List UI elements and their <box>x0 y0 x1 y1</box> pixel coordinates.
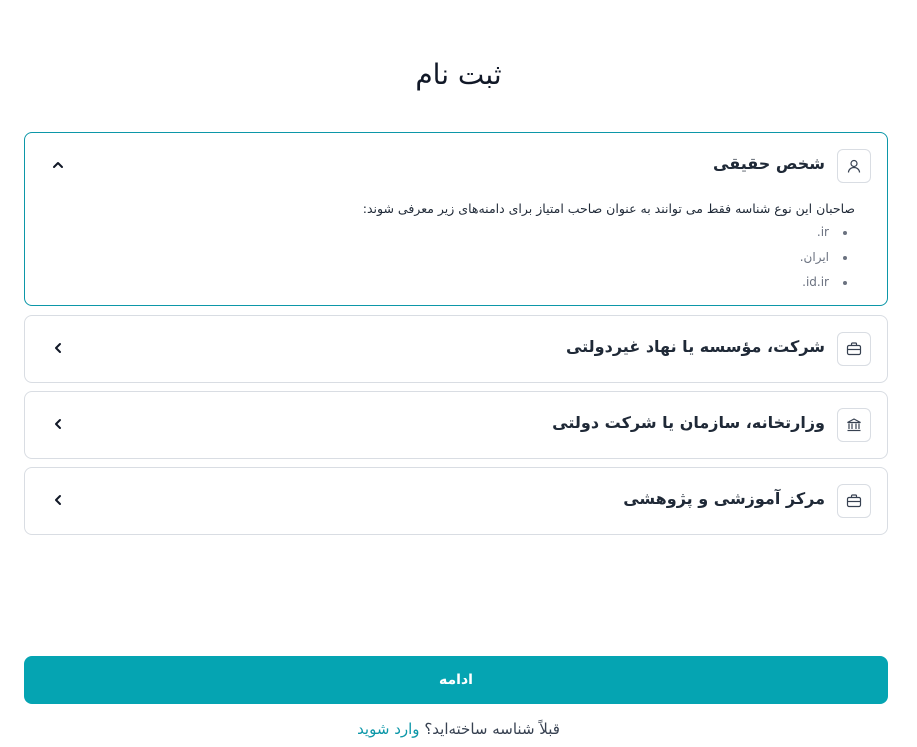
continue-button[interactable]: ادامه <box>24 656 888 704</box>
user-icon <box>837 149 871 183</box>
option-header[interactable] <box>25 392 887 458</box>
option-header[interactable] <box>25 316 887 382</box>
option-description: صاحبان این نوع شناسه فقط می توانند به عنوان صاحب امتیاز برای دامنه‌های زیر معرفی شوند: <box>362 201 855 216</box>
briefcase-icon <box>837 332 871 366</box>
option-card-natural-person[interactable] <box>24 132 888 306</box>
domain-list <box>295 220 855 295</box>
option-title: وزارتخانه، سازمان یا شرکت دولتی <box>552 413 825 432</box>
option-header[interactable] <box>25 468 887 534</box>
login-link[interactable]: وارد شوید <box>357 720 420 738</box>
login-question: قبلاً شناسه ساخته‌اید؟ <box>424 720 560 738</box>
domain-list-item: .ایران <box>295 245 829 270</box>
option-description-panel <box>295 201 855 295</box>
page-title: ثبت نام <box>415 58 502 91</box>
option-header[interactable] <box>25 133 887 199</box>
option-title: شخص حقیقی <box>713 154 825 173</box>
chevron-left-icon[interactable] <box>49 415 67 433</box>
option-title: مرکز آموزشی و پژوهشی <box>623 489 825 508</box>
chevron-left-icon[interactable] <box>49 491 67 509</box>
option-card-education-research[interactable] <box>24 467 888 535</box>
chevron-up-icon[interactable] <box>49 156 67 174</box>
domain-list-item: .id.ir <box>295 270 829 295</box>
domain-list-item: .ir <box>295 220 829 245</box>
login-prompt <box>0 720 917 738</box>
option-card-government[interactable] <box>24 391 888 459</box>
bank-icon <box>837 408 871 442</box>
chevron-left-icon[interactable] <box>49 339 67 357</box>
briefcase-icon <box>837 484 871 518</box>
option-title: شرکت، مؤسسه یا نهاد غیردولتی <box>565 337 825 356</box>
option-card-private-company[interactable] <box>24 315 888 383</box>
